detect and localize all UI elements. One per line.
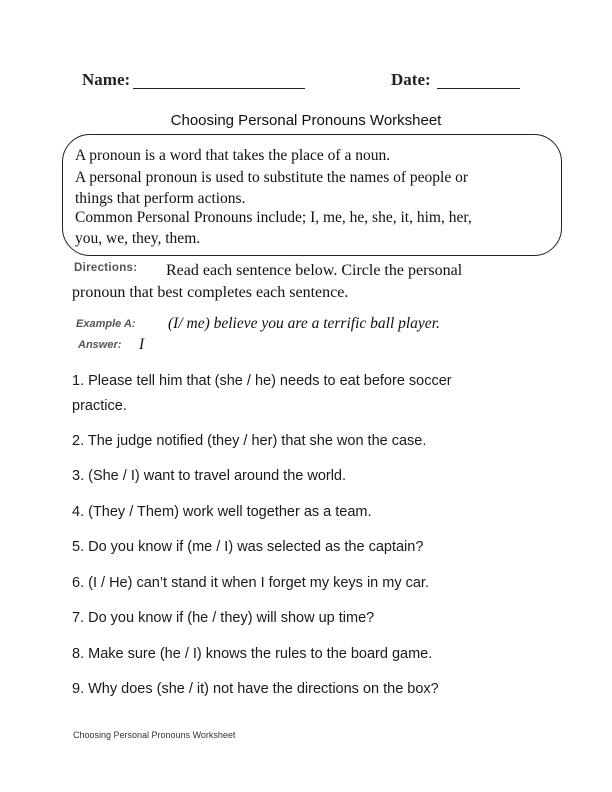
info-line: you, we, they, them. [75,230,201,247]
directions-label: Directions: [74,262,138,274]
name-label: Name: [82,70,131,89]
question-1-cont: practice. [72,398,127,414]
info-line: things that perform actions. [75,190,246,207]
info-line: A personal pronoun is used to substitute the names of people or [75,169,469,186]
info-line: Common Personal Pronouns include; I, me, he, she, it, him, her, [75,209,472,226]
question-6: 6. (I / He) can’t stand it when I forget my keys in my car. [72,575,429,591]
date-blank[interactable] [437,88,520,89]
question-1: 1. Please tell him that (she / he) needs to eat before soccer [72,373,452,389]
example-answer: I [139,336,145,353]
question-3: 3. (She / I) want to travel around the world. [72,468,347,484]
name-blank[interactable] [133,88,305,89]
example-sentence: (I/ me) believe you are a terrific ball player. [168,315,440,332]
date-label: Date: [391,70,431,89]
question-8: 8. Make sure (he / I) knows the rules to the board game. [72,646,433,662]
directions-text: Read each sentence below. Circle the personal [166,262,463,279]
question-7: 7. Do you know if (he / they) will show up time? [72,610,375,626]
question-5: 5. Do you know if (me / I) was selected as the captain? [72,539,424,555]
worksheet-title: Choosing Personal Pronouns Worksheet [170,112,442,129]
question-9: 9. Why does (she / it) not have the directions on the box? [72,681,439,697]
directions-text: pronoun that best completes each sentence. [72,284,349,301]
question-2: 2. The judge notified (they / her) that she won the case. [72,433,427,449]
answer-label: Answer: [78,339,122,351]
question-4: 4. (They / Them) work well together as a team. [72,504,372,520]
example-label: Example A: [76,318,136,330]
info-line: A pronoun is a word that takes the place of a noun. [75,147,391,164]
footer-text: Choosing Personal Pronouns Worksheet [73,730,236,740]
